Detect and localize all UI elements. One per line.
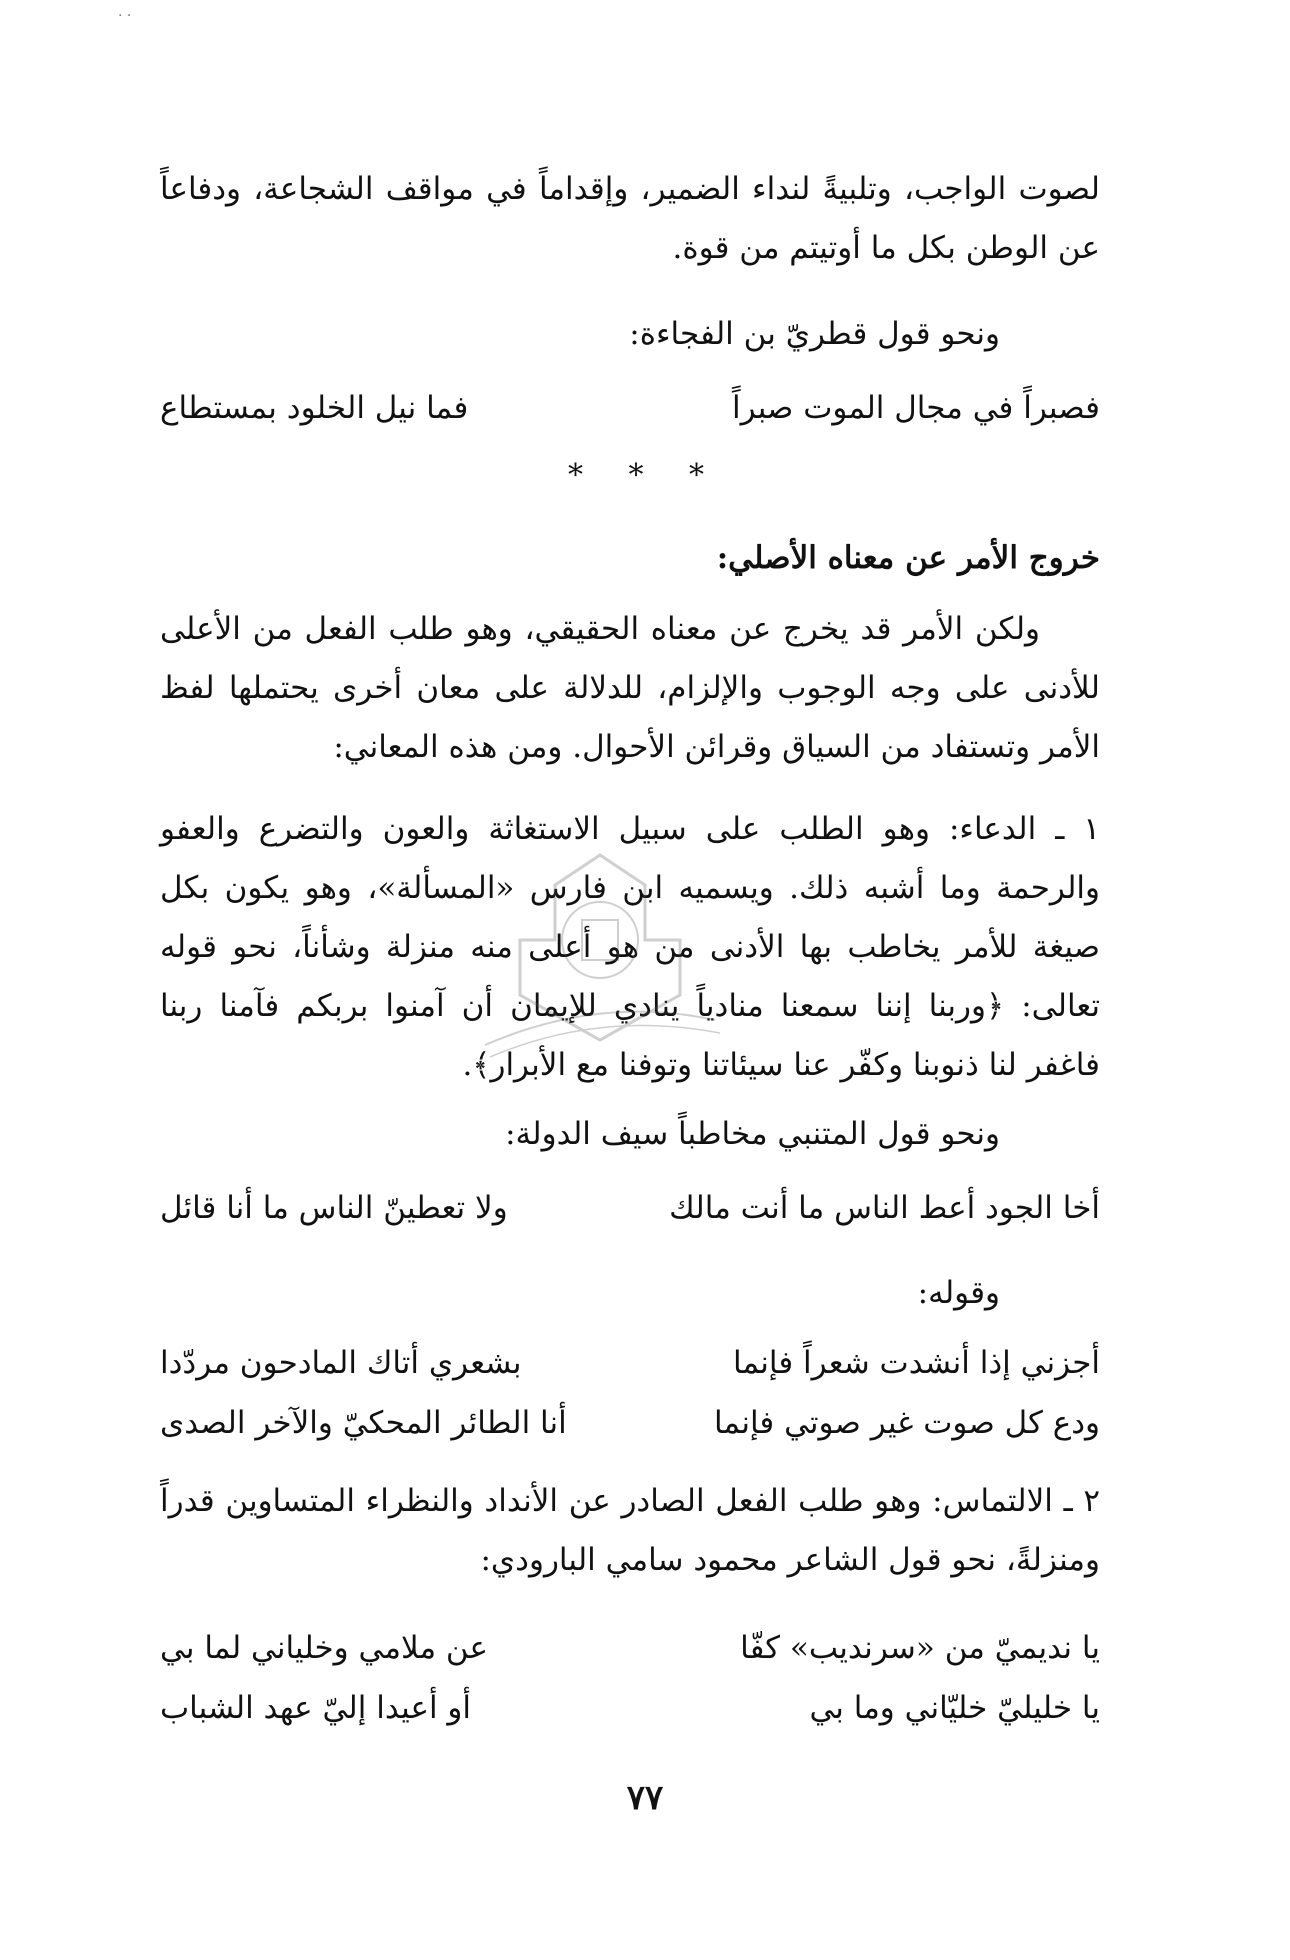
scan-mark: · · — [118, 8, 132, 24]
verse-qatari — [160, 390, 1100, 426]
verse-second-hemistich: أو أعيدا إليّ عهد الشباب — [160, 1690, 471, 1726]
verse-second-hemistich: عن ملامي وخلياني لما بي — [160, 1630, 488, 1666]
verse-baroudi-2 — [160, 1690, 1100, 1726]
intro-qatari: ونحو قول قطريّ بن الفجاءة: — [629, 316, 1000, 352]
verse-mutanabbi — [160, 1190, 1100, 1226]
verse-first-hemistich: أجزني إذا أنشدت شعراً فإنما — [732, 1345, 1100, 1381]
paragraph-iltimas: ٢ ـ الالتماس: وهو طلب الفعل الصادر عن الأنداد والنظراء المتساوين قدراً ومنزلةً، نحو قول الشاعر محمود سامي البارودي: — [160, 1483, 1100, 1578]
verse-qawluh-1 — [160, 1345, 1100, 1381]
paragraph-continuation: لصوت الواجب، وتلبيةً لنداء الضمير، وإقداماً في مواقف الشجاعة، ودفاعاً عن الوطن بكل ما أوتيتم من قوة. — [160, 171, 1100, 266]
intro-qawluh: وقوله: — [917, 1275, 1000, 1311]
verse-second-hemistich: أنا الطائر المحكيّ والآخر الصدى — [160, 1405, 567, 1441]
verse-first-hemistich: أخا الجود أعط الناس ما أنت مالك — [669, 1190, 1100, 1226]
page-number: ٧٧ — [626, 1778, 664, 1818]
verse-second-hemistich: فما نيل الخلود بمستطاع — [160, 390, 469, 426]
section-heading: خروج الأمر عن معناه الأصلي: — [716, 540, 1100, 576]
verse-first-hemistich: يا خليليّ خليّاني وما بي — [809, 1690, 1100, 1726]
section-separator: * * * — [567, 458, 723, 493]
verse-first-hemistich: يا نديميّ من «سرنديب» كفّا — [740, 1630, 1100, 1666]
verse-second-hemistich: ولا تعطينّ الناس ما أنا قائل — [160, 1190, 508, 1226]
intro-mutanabbi: ونحو قول المتنبي مخاطباً سيف الدولة: — [505, 1116, 1000, 1152]
verse-qawluh-2 — [160, 1405, 1100, 1441]
verse-second-hemistich: بشعري أتاك المادحون مردّدا — [160, 1345, 522, 1381]
verse-first-hemistich: فصبراً في مجال الموت صبراً — [731, 390, 1100, 426]
paragraph-dua: ١ ـ الدعاء: وهو الطلب على سبيل الاستغاثة والعون والتضرع والعفو والرحمة وما أشبه ذلك. ويسميه ابن فارس «المسألة»، وهو يكون بكل صيغة للأمر يخاطب بها الأدنى من هو أعلى منه منزلة وشأناً، نحو قوله تعالى: ﴿وربنا إننا سمعنا منادياً ينادي للإيمان أن آمنوا بربكم فآمنا ربنا فاغفر لنا ذنوبنا وكفّر عنا سيئاتنا وتوفنا مع الأبرار﴾. — [160, 811, 1100, 1083]
verse-baroudi-1 — [160, 1630, 1100, 1666]
paragraph-definition: ولكن الأمر قد يخرج عن معناه الحقيقي، وهو طلب الفعل من الأعلى للأدنى على وجه الوجوب والإلزام، للدلالة على معان أخرى يحتملها لفظ الأمر وتستفاد من السياق وقرائن الأحوال. ومن هذه المعاني: — [160, 611, 1100, 765]
verse-first-hemistich: ودع كل صوت غير صوتي فإنما — [713, 1405, 1100, 1441]
library-stamp-watermark — [470, 845, 730, 1075]
